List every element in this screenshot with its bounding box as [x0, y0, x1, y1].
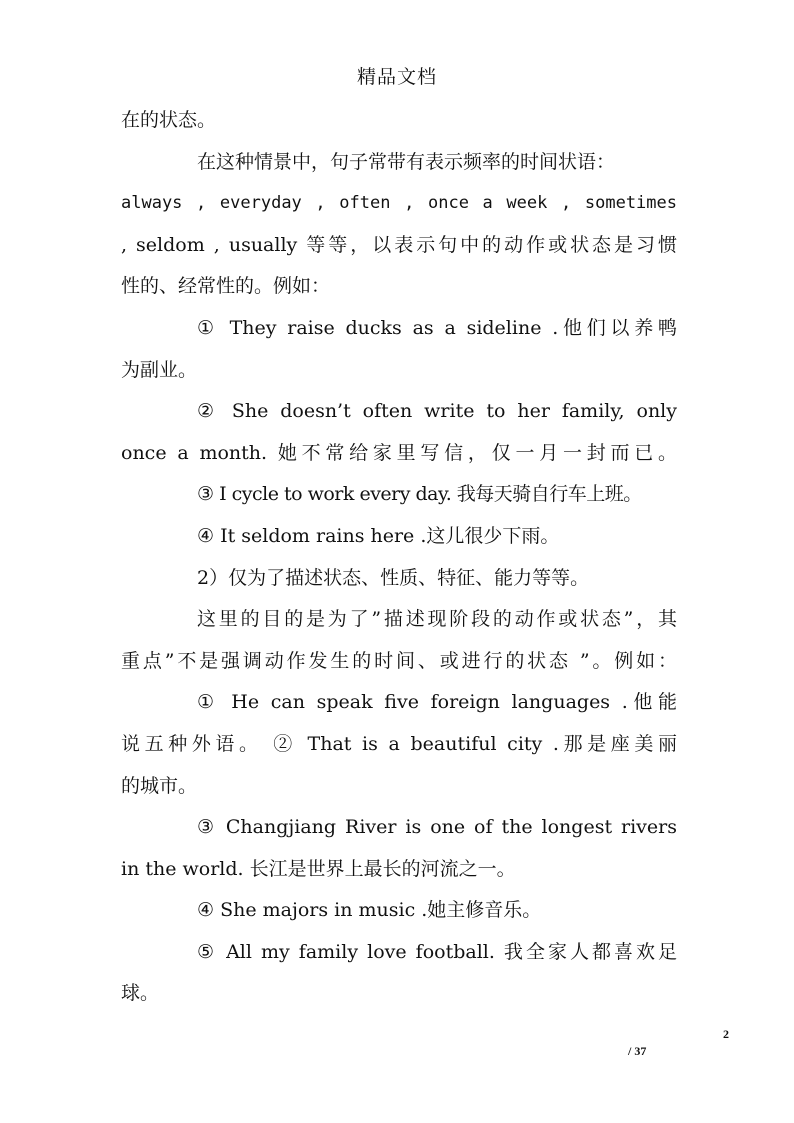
page-total: / 37 — [628, 1044, 647, 1058]
text-line: 这里的目的是为了”描述现阶段的动作或状态”，其 — [197, 608, 677, 631]
example-line: ③ I cycle to work every day. 我每天骑自行车上班。 — [197, 483, 642, 506]
example-line: ③ Changjiang River is one of the longest rivers — [197, 816, 677, 839]
page-number: 2 — [723, 1027, 729, 1041]
document-header-title: 精品文档 — [356, 66, 437, 88]
text-line: , seldom , usually 等等，以表示句中的动作或状态是习惯 — [121, 233, 677, 256]
text-line: 在的状态。 — [121, 109, 217, 131]
example-line: ④ She majors in music .她主修音乐。 — [197, 899, 542, 922]
text-line: 的城市。 — [121, 774, 198, 797]
example-line: ① He can speak five foreign languages .他能 — [197, 691, 677, 714]
text-line: 说五种外语。 ② That is a beautiful city .那是座美丽 — [121, 732, 677, 755]
text-line: once a month. 她不常给家里写信，仅一月一封而已。 — [121, 441, 677, 464]
text-line: 重点”不是强调动作发生的时间、或进行的状态 ”。例如： — [121, 649, 677, 672]
text-line: always , everyday , often , once a week , sometimes — [121, 193, 677, 214]
section-heading: 2）仅为了描述状态、性质、特征、能力等等。 — [197, 566, 590, 589]
example-line: ⑤ All my family love football. 我全家人都喜欢足 — [197, 940, 677, 963]
example-line: ① They raise ducks as a sideline .他们以养鸭 — [197, 316, 677, 339]
text-line: in the world. 长江是世界上最长的河流之一。 — [121, 857, 516, 880]
text-line: 球。 — [121, 982, 160, 1005]
example-line: ④ It seldom rains here .这儿很少下雨。 — [197, 524, 560, 547]
text-line: 在这种情景中，句子常带有表示频率的时间状语： — [197, 150, 616, 173]
text-line: 为副业。 — [121, 358, 198, 381]
text-line: 性的、经常性的。例如： — [121, 275, 331, 298]
document-body — [121, 100, 677, 1015]
example-line: ② She doesn’t often write to her family, only — [197, 400, 677, 423]
